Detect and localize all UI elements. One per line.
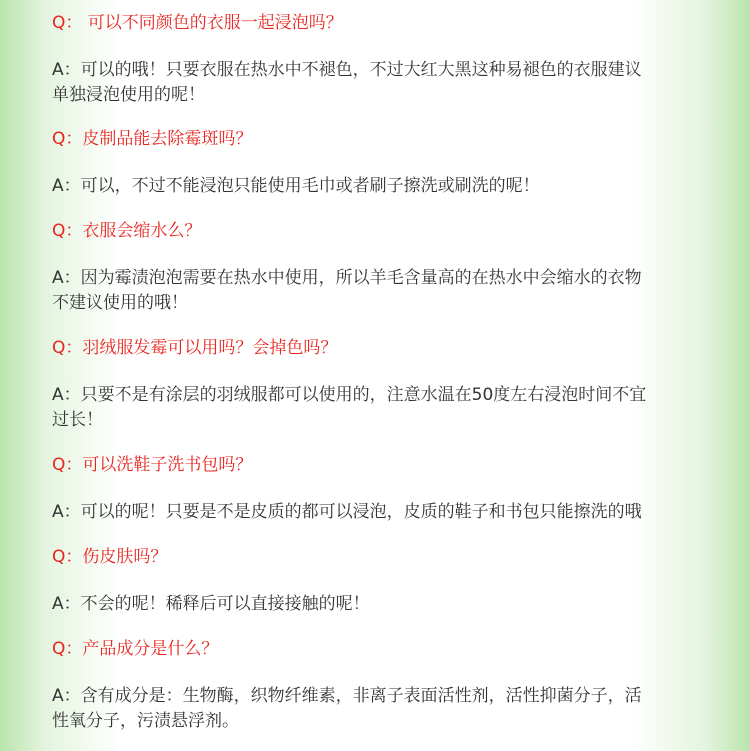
faq-answer-2-line-1: A：可以，不过不能浸泡只能使用毛巾或者刷子擦洗或刷洗的呢！ <box>52 176 540 196</box>
faq-question-4: Q：羽绒服发霉可以用吗？会掉色吗？ <box>52 338 338 358</box>
faq-question-2: Q：皮制品能去除霉斑吗？ <box>52 129 253 149</box>
faq-answer-7-line-1: A：含有成分是：生物酶，织物纤维素，非离子表面活性剂，活性抑菌分子，活 <box>52 686 642 706</box>
faq-question-1: Q： 可以不同颜色的衣服一起浸泡吗？ <box>52 13 343 33</box>
faq-question-7: Q：产品成分是什么？ <box>52 639 219 659</box>
faq-answer-4-line-1: A：只要不是有涂层的羽绒服都可以使用的，注意水温在50度左右浸泡时间不宜 <box>52 385 647 405</box>
faq-answer-7-line-2: 性氧分子，污渍悬浮剂。 <box>52 711 239 731</box>
faq-answer-3-line-1: A：因为霉渍泡泡需要在热水中使用，所以羊毛含量高的在热水中会缩水的衣物 <box>52 268 642 288</box>
faq-answer-3-line-2: 不建议使用的哦！ <box>52 293 188 313</box>
faq-answer-6-line-1: A：不会的呢！稀释后可以直接接触的呢！ <box>52 594 370 614</box>
faq-answer-4-line-2: 过长！ <box>52 410 103 430</box>
faq-question-5: Q：可以洗鞋子洗书包吗？ <box>52 455 253 475</box>
faq-question-3: Q：衣服会缩水么？ <box>52 221 202 241</box>
faq-answer-1-line-2: 单独浸泡使用的呢！ <box>52 85 205 105</box>
faq-answer-5-line-1: A：可以的呢！只要是不是皮质的都可以浸泡，皮质的鞋子和书包只能擦洗的哦 <box>52 502 642 522</box>
faq-question-6: Q：伤皮肤吗？ <box>52 547 168 567</box>
faq-answer-1-line-1: A：可以的哦！只要衣服在热水中不褪色，不过大红大黑这种易褪色的衣服建议 <box>52 60 642 80</box>
